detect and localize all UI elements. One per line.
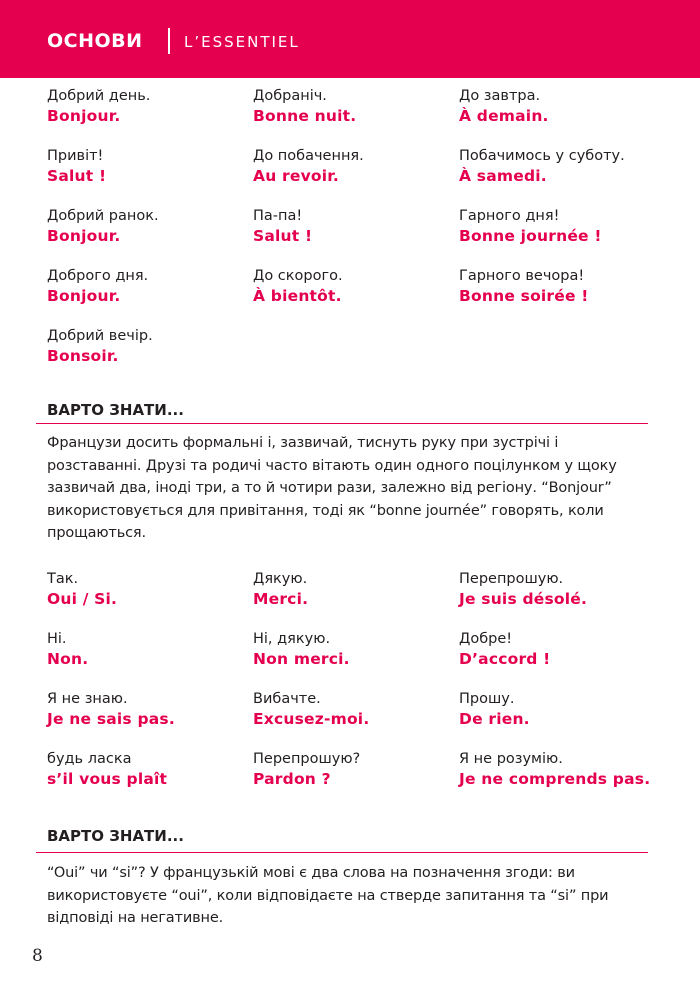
ukrainian-phrase: Добрий вечір. bbox=[47, 328, 153, 344]
ukrainian-phrase: Вибачте. bbox=[253, 691, 321, 707]
french-phrase: Bonjour. bbox=[47, 107, 121, 125]
french-phrase: Salut ! bbox=[47, 167, 107, 185]
phrase-item bbox=[253, 146, 459, 206]
french-phrase: Je ne sais pas. bbox=[47, 710, 175, 728]
good-to-know-text: Французи досить формальні і, зазвичай, тиснуть руку при зустрічі і розставанні. Друзі та родичі часто вітають один одного поцілунком у щоку зазвичай два, іноді три, а то й чотири рази, залежно від регіону. “Bonjour” використовується для привітання, тоді як “bonne journée” говорять, коли прощаються. bbox=[47, 435, 617, 541]
french-phrase: Salut ! bbox=[253, 227, 313, 245]
phrase-item bbox=[253, 266, 459, 326]
french-phrase: D’accord ! bbox=[459, 650, 551, 668]
phrase-item bbox=[459, 749, 667, 809]
ukrainian-phrase: Добрий день. bbox=[47, 88, 151, 104]
ukrainian-phrase: Я не знаю. bbox=[47, 691, 128, 707]
good-to-know-heading: ВАРТО ЗНАТИ... bbox=[47, 401, 184, 419]
french-phrase: Non. bbox=[47, 650, 89, 668]
basics-grid bbox=[47, 569, 667, 809]
phrase-item bbox=[253, 629, 459, 689]
phrase-item bbox=[253, 749, 459, 809]
phrase-item bbox=[459, 86, 667, 146]
french-phrase: Merci. bbox=[253, 590, 309, 608]
french-phrase: À samedi. bbox=[459, 167, 547, 185]
ukrainian-phrase: Я не розумію. bbox=[459, 751, 563, 767]
french-phrase: Je suis désolé. bbox=[459, 590, 588, 608]
ukrainian-phrase: Так. bbox=[47, 571, 79, 587]
phrase-item bbox=[47, 749, 253, 809]
french-phrase: Oui / Si. bbox=[47, 590, 118, 608]
ukrainian-phrase: Доброго дня. bbox=[47, 268, 149, 284]
header-divider bbox=[168, 28, 170, 54]
greetings-grid bbox=[47, 86, 667, 386]
phrase-item bbox=[47, 326, 253, 386]
ukrainian-phrase: Побачимось у суботу. bbox=[459, 148, 625, 164]
french-phrase: Non merci. bbox=[253, 650, 350, 668]
french-phrase: Bonjour. bbox=[47, 287, 121, 305]
phrase-item bbox=[47, 689, 253, 749]
page-number: 8 bbox=[32, 946, 43, 966]
phrase-item bbox=[459, 689, 667, 749]
phrase-item bbox=[47, 146, 253, 206]
ukrainian-phrase: Перепрошую? bbox=[253, 751, 361, 767]
ukrainian-phrase: Добраніч. bbox=[253, 88, 327, 104]
ukrainian-phrase: Ні. bbox=[47, 631, 67, 647]
ukrainian-phrase: Прошу. bbox=[459, 691, 515, 707]
phrase-item bbox=[253, 86, 459, 146]
ukrainian-phrase: Ні, дякую. bbox=[253, 631, 331, 647]
section-title: ОСНОВИ bbox=[47, 30, 143, 52]
phrase-item bbox=[459, 146, 667, 206]
phrase-item bbox=[459, 569, 667, 629]
ukrainian-phrase: До побачення. bbox=[253, 148, 364, 164]
french-phrase: s’il vous plaît bbox=[47, 770, 168, 788]
french-phrase: Bonne journée ! bbox=[459, 227, 602, 245]
section-rule bbox=[36, 852, 648, 853]
section-rule bbox=[36, 423, 648, 424]
ukrainian-phrase: Гарного вечора! bbox=[459, 268, 585, 284]
french-phrase: Bonjour. bbox=[47, 227, 121, 245]
ukrainian-phrase: Привіт! bbox=[47, 148, 104, 164]
phrase-item bbox=[459, 629, 667, 689]
ukrainian-phrase: До завтра. bbox=[459, 88, 541, 104]
french-phrase: Excusez-moi. bbox=[253, 710, 370, 728]
french-phrase: Bonne nuit. bbox=[253, 107, 357, 125]
french-phrase: De rien. bbox=[459, 710, 530, 728]
ukrainian-phrase: До скорого. bbox=[253, 268, 343, 284]
good-to-know-heading: ВАРТО ЗНАТИ... bbox=[47, 827, 184, 845]
phrase-item bbox=[253, 689, 459, 749]
phrase-item bbox=[459, 266, 667, 326]
section-subtitle: L’ESSENTIEL bbox=[184, 33, 300, 51]
ukrainian-phrase: Добре! bbox=[459, 631, 513, 647]
french-phrase: À bientôt. bbox=[253, 287, 342, 305]
phrase-item bbox=[253, 569, 459, 629]
french-phrase: Bonne soirée ! bbox=[459, 287, 589, 305]
phrase-item bbox=[253, 206, 459, 266]
ukrainian-phrase: Перепрошую. bbox=[459, 571, 564, 587]
phrase-item bbox=[47, 569, 253, 629]
phrase-item bbox=[47, 629, 253, 689]
good-to-know-text: “Oui” чи “si”? У французькій мові є два слова на позначення згоди: ви використовуєте “oui”, коли відповідаєте на стверде запитання та “si” при відповіді на негативне. bbox=[47, 865, 609, 926]
ukrainian-phrase: будь ласка bbox=[47, 751, 132, 767]
ukrainian-phrase: Па-па! bbox=[253, 208, 303, 224]
french-phrase: Au revoir. bbox=[253, 167, 339, 185]
phrase-item bbox=[47, 86, 253, 146]
french-phrase: Bonsoir. bbox=[47, 347, 119, 365]
ukrainian-phrase: Гарного дня! bbox=[459, 208, 560, 224]
ukrainian-phrase: Добрий ранок. bbox=[47, 208, 159, 224]
french-phrase: Je ne comprends pas. bbox=[459, 770, 651, 788]
page-header bbox=[0, 0, 700, 78]
french-phrase: À demain. bbox=[459, 107, 549, 125]
phrase-item bbox=[47, 206, 253, 266]
french-phrase: Pardon ? bbox=[253, 770, 331, 788]
phrase-item bbox=[47, 266, 253, 326]
ukrainian-phrase: Дякую. bbox=[253, 571, 308, 587]
phrase-item bbox=[459, 206, 667, 266]
